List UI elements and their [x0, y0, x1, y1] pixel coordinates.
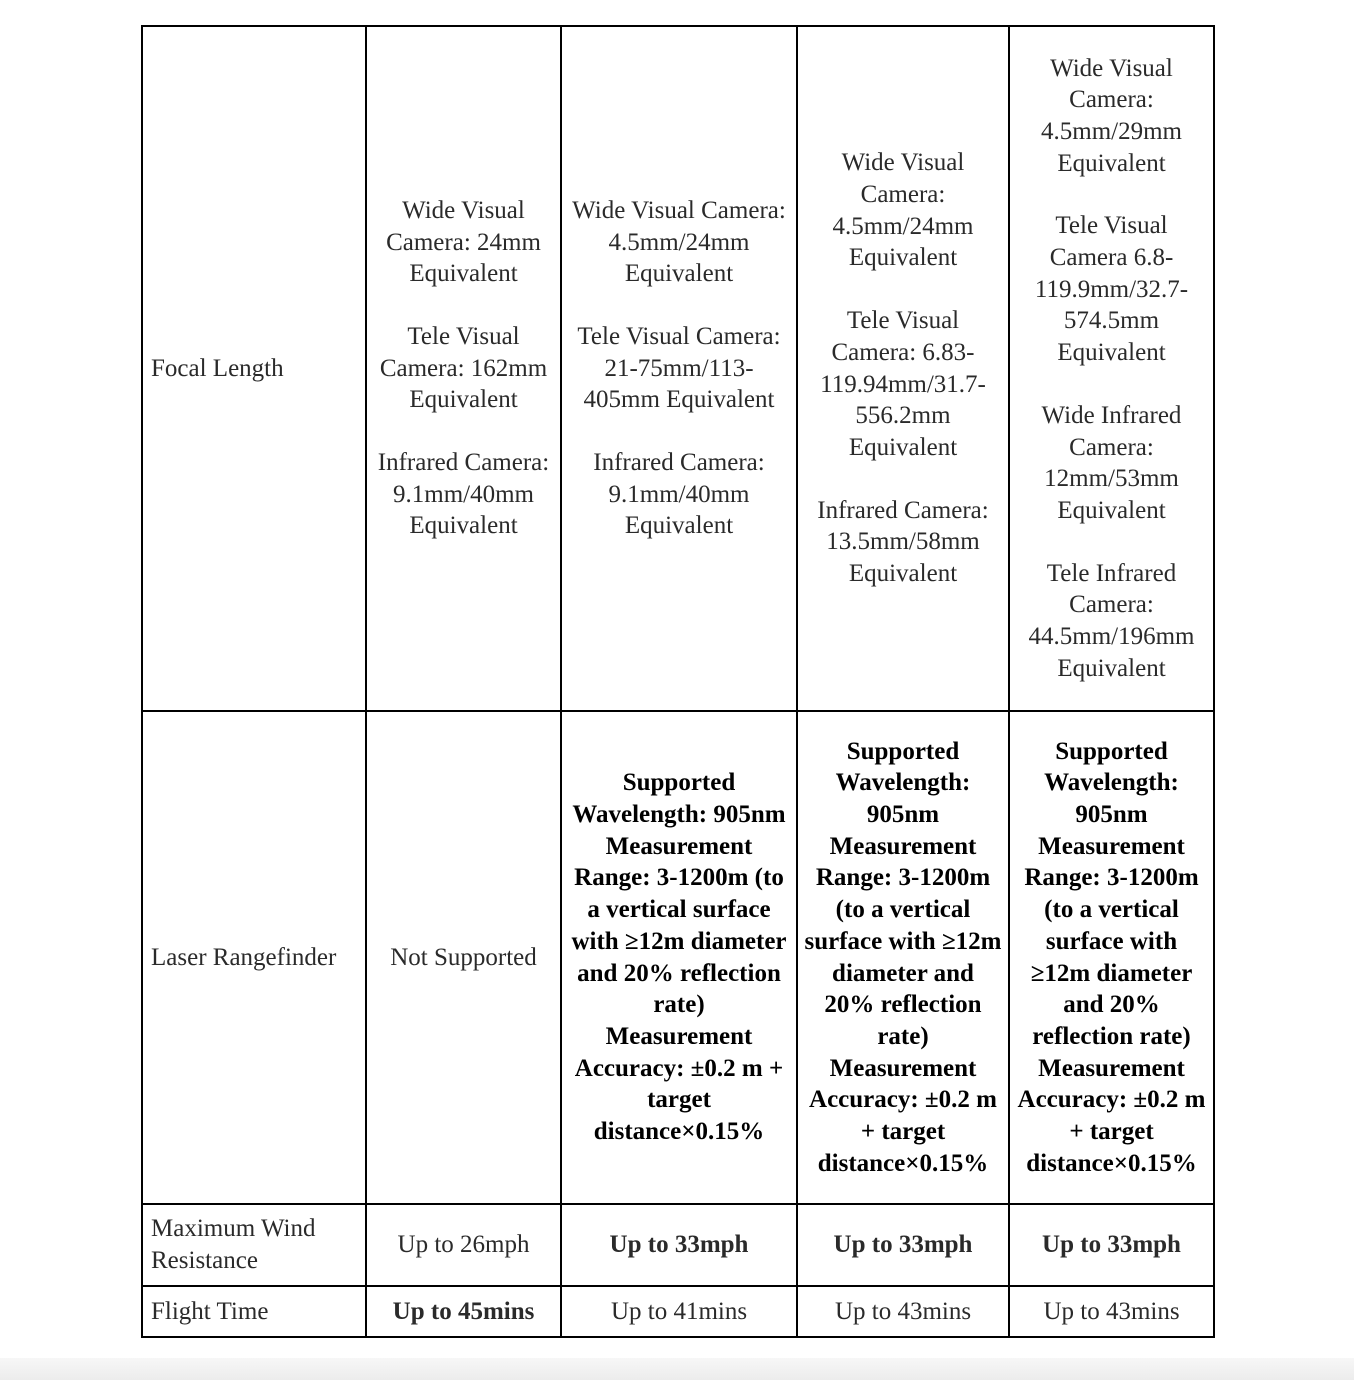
wind-cell-4: Up to 33mph: [1009, 1204, 1214, 1286]
focal-tele-visual-1: Tele Visual Camera: 162mm Equivalent: [379, 322, 548, 414]
laser-range-2: Measurement Range: 3-1200m (to a vertical surface with ≥12m diameter and 20% reflection rate): [571, 832, 787, 1019]
flight-cell-1: Up to 45mins: [366, 1286, 561, 1337]
laser-supported-3: Supported: [846, 737, 960, 765]
laser-cell-3: [797, 711, 1009, 1204]
laser-cell-4: [1009, 711, 1214, 1204]
focal-infrared-2: Infrared Camera: 9.1mm/40mm Equivalent: [593, 449, 765, 540]
row-label-focal-length: Focal Length: [142, 26, 366, 711]
focal-length-cell-3: [797, 26, 1009, 711]
table-row-laser-rangefinder: [142, 711, 1214, 1204]
row-label-flight-time: Flight Time: [142, 1286, 366, 1337]
focal-wide-visual-4: Wide Visual Camera: 4.5mm/29mm Equivalent: [1041, 54, 1182, 177]
focal-infrared-1: Infrared Camera: 9.1mm/40mm Equivalent: [377, 449, 550, 540]
laser-cell-1: Not Supported: [366, 711, 561, 1204]
laser-supported-4: Supported: [1055, 737, 1168, 765]
window-bottom-bar: [0, 1358, 1354, 1380]
focal-infrared-3: Infrared Camera: 13.5mm/58mm Equivalent: [817, 496, 989, 588]
focal-length-cell-4: [1009, 26, 1214, 711]
wind-cell-1: Up to 26mph: [366, 1204, 561, 1286]
focal-tele-visual-2: Tele Visual Camera: 21-75mm/113-405mm Equivalent: [577, 322, 781, 414]
table-row-wind-resistance: [142, 1204, 1214, 1286]
focal-wide-visual-3: Wide Visual Camera: 4.5mm/24mm Equivalent: [832, 149, 974, 272]
flight-cell-3: Up to 43mins: [797, 1286, 1009, 1337]
laser-cell-2: [561, 711, 797, 1204]
laser-accuracy-3: Measurement Accuracy: ±0.2 m + target distance×0.15%: [809, 1054, 997, 1177]
table-row-focal-length: [142, 26, 1214, 711]
focal-tele-visual-3: Tele Visual Camera: 6.83-119.94mm/31.7-556.2mm Equivalent: [820, 307, 986, 461]
focal-length-cell-2: [561, 26, 797, 711]
laser-accuracy-2: Measurement Accuracy: ±0.2 m + target distance×0.15%: [574, 1022, 784, 1146]
focal-tele-infrared-4: Tele Infrared Camera: 44.5mm/196mm Equivalent: [1028, 559, 1195, 682]
flight-cell-4: Up to 43mins: [1009, 1286, 1214, 1337]
focal-wide-visual-1: Wide Visual Camera: 24mm Equivalent: [386, 196, 541, 288]
laser-range-3: Measurement Range: 3-1200m (to a vertical surface with ≥12m diameter and 20% reflection rate): [804, 832, 1002, 1050]
focal-wide-infrared-4: Wide Infrared Camera: 12mm/53mm Equivalent: [1041, 401, 1182, 524]
laser-accuracy-4: Measurement Accuracy: ±0.2 m + target distance×0.15%: [1017, 1054, 1206, 1177]
laser-wavelength-4: Wavelength: 905nm: [1044, 769, 1179, 828]
row-label-laser-rangefinder: Laser Rangefinder: [142, 711, 366, 1204]
flight-cell-2: Up to 41mins: [561, 1286, 797, 1337]
laser-range-4: Measurement Range: 3-1200m (to a vertical surface with ≥12m diameter and 20% reflection rate): [1024, 832, 1199, 1050]
laser-wavelength-3: Wavelength: 905nm: [835, 769, 971, 828]
focal-wide-visual-2: Wide Visual Camera: 4.5mm/24mm Equivalent: [572, 196, 786, 288]
spec-comparison-table: [141, 25, 1215, 1338]
wind-cell-2: Up to 33mph: [561, 1204, 797, 1286]
row-label-wind-resistance: Maximum Wind Resistance: [142, 1204, 366, 1286]
laser-supported-2: Supported: [622, 769, 736, 797]
focal-tele-visual-4: Tele Visual Camera 6.8-119.9mm/32.7-574.5mm Equivalent: [1034, 212, 1189, 367]
table-row-flight-time: [142, 1286, 1214, 1337]
wind-cell-3: Up to 33mph: [797, 1204, 1009, 1286]
laser-wavelength-2: Wavelength: 905nm: [572, 800, 786, 828]
focal-length-cell-1: [366, 26, 561, 711]
